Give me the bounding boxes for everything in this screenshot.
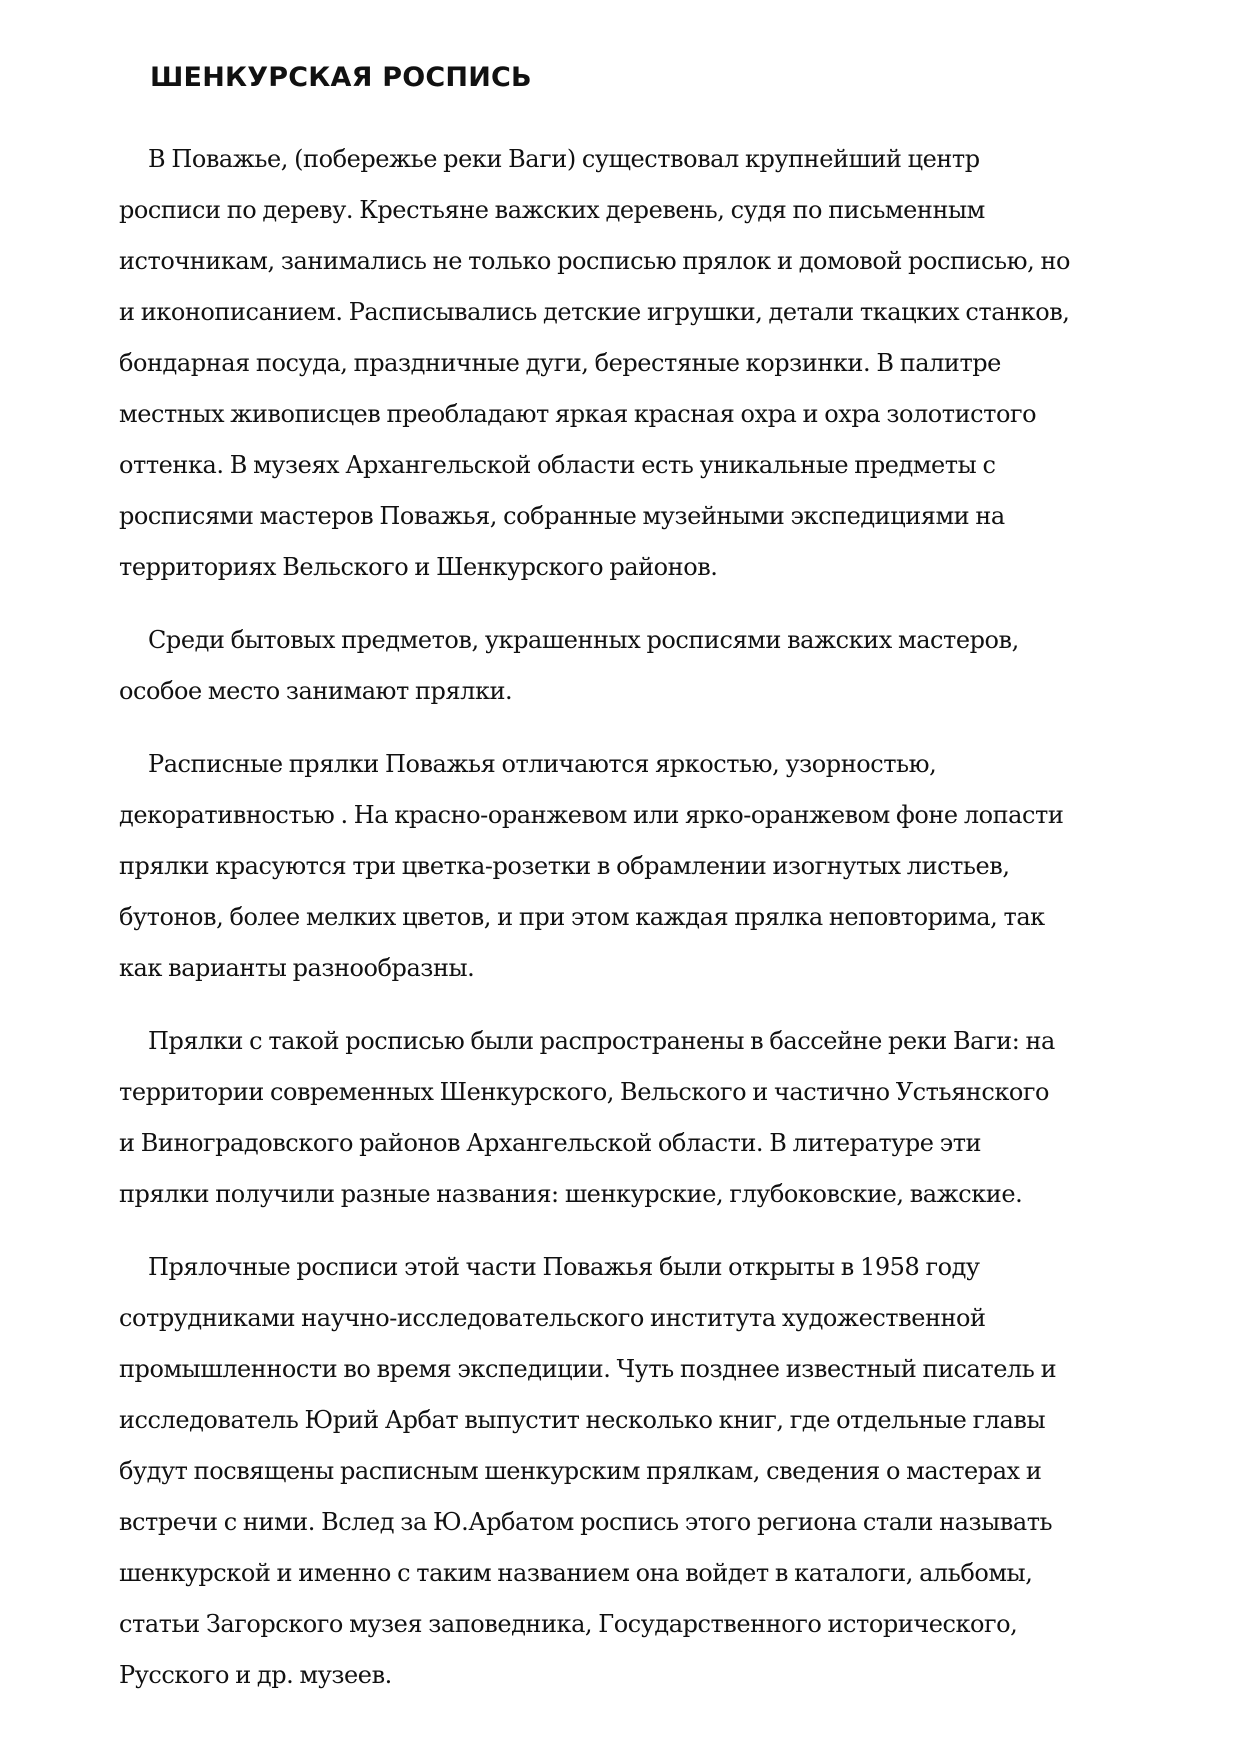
text-line: прялки получили разные названия: шенкурские, глубоковские, важские. [119, 1180, 1023, 1208]
paragraph-household-items [119, 615, 1149, 717]
paragraph-discovery [119, 1242, 1149, 1701]
text-line: особое место занимают прялки. [119, 677, 513, 705]
text-line: Прялочные росписи этой части Поважья были открыты в 1958 году [148, 1253, 980, 1281]
text-line: будут посвящены расписным шенкурским прялкам, сведения о мастерах и [119, 1457, 1042, 1485]
text-line: росписями мастеров Поважья, собранные музейными экспедициями на [119, 502, 1005, 530]
text-line: Расписные прялки Поважья отличаются яркостью, узорностью, [148, 750, 937, 778]
text-line: и иконописанием. Расписывались детские игрушки, детали ткацких станков, [119, 298, 1070, 326]
text-line: местных живописцев преобладают яркая красная охра и охра золотистого [119, 400, 1037, 428]
text-line: росписи по дереву. Крестьяне важских деревень, судя по письменным [119, 196, 985, 224]
text-line: Русского и др. музеев. [119, 1661, 392, 1689]
text-line: исследователь Юрий Арбат выпустит несколько книг, где отдельные главы [119, 1406, 1046, 1434]
text-line: декоративностью . На красно-оранжевом или ярко-оранжевом фоне лопасти [119, 801, 1064, 829]
text-line: Прялки с такой росписью были распространены в бассейне реки Ваги: на [148, 1027, 1055, 1055]
text-line: как варианты разнообразны. [119, 954, 475, 982]
paragraph-painted-distaffs [119, 739, 1149, 994]
text-line: оттенка. В музеях Архангельской области есть уникальные предметы с [119, 451, 996, 479]
paragraph-intro [119, 134, 1149, 593]
paragraph-distribution [119, 1016, 1149, 1220]
text-line: промышленности во время экспедиции. Чуть позднее известный писатель и [119, 1355, 1057, 1383]
document-body [119, 134, 1149, 1723]
text-line: В Поважье, (побережье реки Ваги) существовал крупнейший центр [148, 145, 980, 173]
text-line: шенкурской и именно с таким названием она войдет в каталоги, альбомы, [119, 1559, 1033, 1587]
text-line: прялки красуются три цветка-розетки в обрамлении изогнутых листьев, [119, 852, 1010, 880]
text-line: бутонов, более мелких цветов, и при этом каждая прялка неповторима, так [119, 903, 1045, 931]
text-line: территориях Вельского и Шенкурского районов. [119, 553, 718, 581]
text-line: территории современных Шенкурского, Вельского и частично Устьянского [119, 1078, 1049, 1106]
text-line: сотрудниками научно-исследовательского института художественной [119, 1304, 986, 1332]
text-line: бондарная посуда, праздничные дуги, берестяные корзинки. В палитре [119, 349, 1001, 377]
text-line: и Виноградовского районов Архангельской области. В литературе эти [119, 1129, 982, 1157]
document-title: ШЕНКУРСКАЯ РОСПИСЬ [150, 62, 532, 93]
text-line: источникам, занимались не только росписью прялок и домовой росписью, но [119, 247, 1071, 275]
text-line: статьи Загорского музея заповедника, Государственного исторического, [119, 1610, 1018, 1638]
text-line: Среди бытовых предметов, украшенных росписями важских мастеров, [148, 626, 1019, 654]
text-line: встречи с ними. Вслед за Ю.Арбатом роспись этого региона стали называть [119, 1508, 1053, 1536]
